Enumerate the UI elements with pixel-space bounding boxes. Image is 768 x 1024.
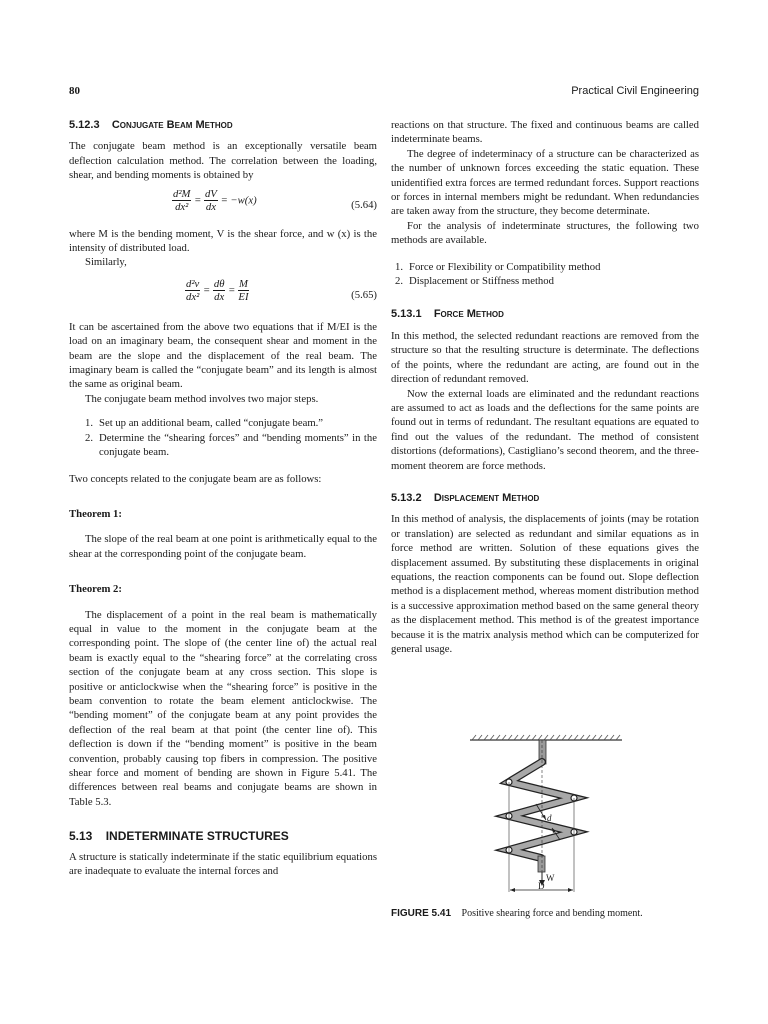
section-title: INDETERMINATE STRUCTURES: [105, 829, 289, 844]
equation-number: (5.65): [351, 288, 377, 301]
paragraph: In this method, the selected redundant reactions are removed from the structure so that the resulting structure is determinate. The deflections of the points, where the redundant are acting, are found out in the direction of redundant removed.: [391, 329, 699, 386]
figure-caption: [391, 908, 643, 919]
list-item: 2. Determine the “shearing forces” and “bending moments” in the conjugate beam.: [85, 431, 377, 459]
list-item: 2. Displacement or Stiffness method: [395, 275, 554, 288]
label-d: d: [547, 813, 552, 823]
equation-5-64: $\frac{\text{d²M}}{\text{dx²}}$ = $\frac{dV}{dx}$ = −w(x) (5.64): [173, 187, 377, 213]
section-heading-5-12-3: [69, 118, 377, 132]
paragraph: For the analysis of indeterminate structures, the following two methods are available.: [391, 219, 699, 247]
label-D: D: [538, 881, 545, 891]
paragraph: The conjugate beam method involves two major steps.: [85, 392, 319, 405]
paragraph: Now the external loads are eliminated and the redundant reactions are assumed to act as loads and the deflections for the same points are found out in terms of redundant. The resultant equations are equated to find out the values of the redundant. The method of consistent distortions (deformations), Castigliano’s second theorem, and the three-moment theorem are force methods.: [391, 387, 699, 472]
page-number: 80: [69, 85, 80, 97]
fraction: $\frac{dV}{dx}$: [205, 187, 217, 213]
section-number: 5.13: [69, 829, 93, 844]
section-title: Force Method: [433, 308, 504, 321]
steps-list: [69, 416, 377, 459]
theorem-2-text: The displacement of a point in the real beam is mathematically equal in value to the moment in the conjugate beam at the corresponding point. The slope of (the center line of) the actual real beam is exactly equal to the “shearing force” at the correlating cross section of the conjugate beam at any cross section. This slope is positive or anticlockwise when the “shearing force” is positive in the beam convention to rotate the beam element anticlockwise. The “bending moment” of the conjugate beam at any point provides the deflection of the real beam at that point (the center line of). This deflection is down if the “bending moment” is positive in the beam convention, probably causing top fibers in compression. The positive shear force and moment of bending are shown in Figure 5.41. The differences between real beams and conjugate beams are shown in Table 5.3.: [69, 608, 377, 808]
theorem-1-text: The slope of the real beam at one point is arithmetically equal to the shear at the corresponding point of the conjugate beam.: [69, 533, 377, 560]
left-column: [69, 118, 377, 878]
paragraph: where M is the bending moment, V is the shear force, and w (x) is the intensity of distributed load.: [69, 227, 377, 255]
equation-number: (5.64): [351, 198, 377, 211]
arrowhead: [542, 815, 546, 820]
label-w: W: [546, 873, 555, 883]
running-title: Practical Civil Engineering: [571, 85, 699, 97]
ceiling-hatching: [472, 735, 620, 740]
equation-rhs: = −w(x): [220, 194, 257, 207]
paragraph: Similarly,: [85, 256, 127, 269]
list-item: 1. Set up an additional beam, called “conjugate beam.”: [85, 417, 324, 430]
arrowhead: [510, 888, 515, 892]
paragraph: Two concepts related to the conjugate beam are as follows:: [69, 472, 322, 485]
figure-caption-text: Positive shearing force and bending moment.: [461, 908, 643, 919]
fraction: $\frac{\text{d²v}}{\text{dx²}}$: [186, 277, 200, 303]
section-number: 5.12.3: [69, 119, 100, 131]
bottom-rod: [538, 856, 545, 872]
paragraph: reactions on that structure. The fixed and continuous beams are called indeterminate beams.: [391, 119, 699, 146]
section-heading-5-13: [69, 829, 377, 843]
paragraph: In this method of analysis, the displacements of joints (may be rotation or translation) are selected as redundant and similar equations as in force method are written. Solution of these equations gives the displacement assumed. By substituting these displacements in original equations, the reaction components can be found out. Slope deflection method is a displacement method, whereas moment distribution method is a successive approximation method based on the same general theory as the displacement method. This method is of the greatest importance because it is the matrix analysis method which can be computerized for general usage.: [391, 513, 699, 655]
spring-figure: [462, 732, 632, 896]
paragraph: The degree of indeterminacy of a structure can be characterized as the number of unknown forces exceeding the static equation. These unidentified extra forces are termed redundant forces. Support reactions or forces in internal members might be redundant. When redundancies are taken away from the structure, they become determinate.: [391, 147, 699, 218]
list-item: 1. Force or Flexibility or Compatibility method: [395, 260, 601, 273]
right-column: [391, 118, 699, 656]
section-title: Conjugate Beam Method: [111, 119, 233, 131]
fraction: $\frac{d\theta}{dx}$: [213, 277, 225, 303]
section-heading-5-13-1: [391, 307, 699, 321]
theorem-1-title: Theorem 1:: [69, 507, 122, 520]
paragraph: A structure is statically indeterminate if the static equilibrium equations are inadequate to evaluate the internal forces and: [69, 850, 377, 878]
spring-coils: [509, 762, 574, 858]
section-heading-5-13-2: [391, 491, 699, 505]
paragraph: It can be ascertained from the above two equations that if M/EI is the load on an imaginary beam, the consequent shear and moment in the beam are the slope and the displacement of the real beam. The imaginary beam is called the “conjugate beam” and its length is almost the same as original beam.: [69, 320, 377, 391]
theorem-2-title: Theorem 2:: [69, 583, 122, 596]
fraction: $\frac{M}{EI}$: [238, 277, 249, 303]
fraction: $\frac{\text{d²M}}{\text{dx²}}$: [173, 187, 191, 213]
methods-list: [391, 260, 699, 289]
paragraph: The conjugate beam method is an exceptionally versatile beam deflection calculation method. The correlation between the loading, shear, and bending moments is obtained by: [69, 140, 377, 182]
section-title: Displacement Method: [433, 491, 540, 504]
section-number: 5.13.1: [391, 308, 422, 321]
equation-5-65: $\frac{\text{d²v}}{\text{dx²}}$ = $\frac{d\theta}{dx}$ = $\frac{M}{EI}$ (5.65): [186, 277, 377, 303]
arrowhead: [568, 888, 573, 892]
figure-number: FIGURE 5.41: [391, 908, 452, 919]
section-number: 5.13.2: [391, 491, 422, 504]
